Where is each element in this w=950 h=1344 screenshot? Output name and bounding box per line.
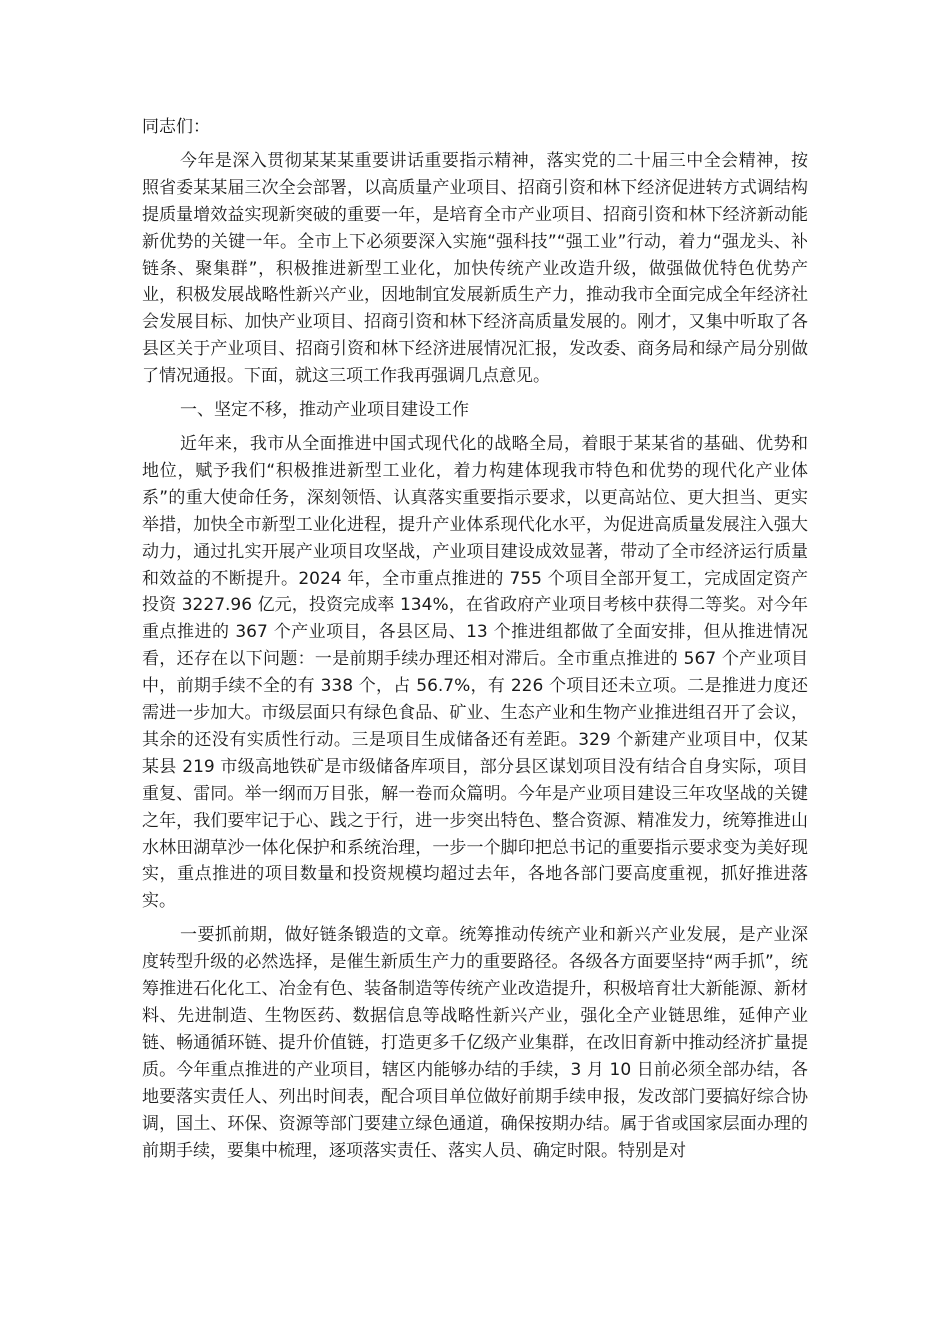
paragraph-point-1: 一要抓前期，做好链条锻造的文章。统筹推动传统产业和新兴产业发展，是产业深度转型升级的必然选择，是催生新质生产力的重要路径。各级各方面要坚持“两手抓”，统筹推进石化化工、冶金有色、装备制造等传统产业改造提升，积极培育壮大新能源、新材料、先进制造、生物医药、数据信息等战略性新兴产业，强化全产业链思维，延伸产业链、畅通循环链、提升价值链，打造更多千亿级产业集群，在改旧育新中推动经济扩量提质。今年重点推进的产业项目，辖区内能够办结的手续，3 月 10 日前必须全部办结，各地要落实责任人、列出时间表，配合项目单位做好前期手续申报，发改部门要搞好综合协调，国土、环保、资源等部门要建立绿色通道，确保按期办结。属于省或国家层面办理的前期手续，要集中梳理，逐项落实责任、落实人员、确定时限。特别是对 bbox=[142, 925, 808, 1161]
document-body bbox=[142, 114, 808, 1171]
paragraph-intro: 今年是深入贯彻某某某重要讲话重要指示精神，落实党的二十届三中全会精神，按照省委某某届三次全会部署，以高质量产业项目、招商引资和林下经济促进转方式调结构提质量增效益实现新突破的重要一年，是培育全市产业项目、招商引资和林下经济新动能新优势的关键一年。全市上下必须要深入实施“强科技”“强工业”行动，着力“强龙头、补链条、聚集群”，积极推进新型工业化，加快传统产业改造升级，做强做优特色优势产业，积极发展战略性新兴产业，因地制宜发展新质生产力，推动我市全面完成全年经济社会发展目标、加快产业项目、招商引资和林下经济高质量发展的。刚才，又集中听取了各县区关于产业项目、招商引资和林下经济进展情况汇报，发改委、商务局和绿产局分别做了情况通报。下面，就这三项工作我再强调几点意见。 bbox=[142, 150, 808, 387]
section-heading-1: 一、坚定不移，推动产业项目建设工作 bbox=[180, 400, 469, 421]
paragraph-section-1: 近年来，我市从全面推进中国式现代化的战略全局，着眼于某某省的基础、优势和地位，赋予我们“积极推进新型工业化，着力构建体现我市特色和优势的现代化产业体系”的重大使命任务，深刻领悟、认真落实重要指示要求，以更高站位、更大担当、更实举措，加快全市新型工业化进程，提升产业体系现代化水平，为促进高质量发展注入强大动力，通过扎实开展产业项目攻坚战，产业项目建设成效显著，带动了全市经济运行质量和效益的不断提升。2024 年，全市重点推进的 755 个项目全部开复工，完成固定资产投资 3227.96 亿元，投资完成率 134%，在省政府产业项目考核中获得二等奖。对今年重点推进的 367 个产业项目，各县区局、13 个推进组都做了全面安排，但从推进情况看，还存在以下问题：一是前期手续办理还相对滞后。全市重点推进的 567 个产业项目中，前期手续不全的有 338 个，占 56.7%，有 226 个项目还未立项。二是推进力度还需进一步加大。市级层面只有绿色食品、矿业、生态产业和生物产业推进组召开了会议，其余的还没有实质性行动。三是项目生成储备还有差距。329 个新建产业项目中，仅某某县 219 市级高地铁矿是市级储备库项目，部分县区谋划项目没有结合自身实际，项目重复、雷同。举一纲而万目张，解一卷而众篇明。今年是产业项目建设三年攻坚战的关键之年，我们要牢记于心、践之于行，进一步突出特色、整合资源、精准发力，统筹推进山水林田湖草沙一体化保护和系统治理，一步一个脚印把总书记的重要指示要求变为美好现实，重点推进的项目数量和投资规模均超过去年，各地各部门要高度重视，抓好推进落实。 bbox=[142, 433, 808, 912]
salutation: 同志们： bbox=[142, 117, 210, 137]
